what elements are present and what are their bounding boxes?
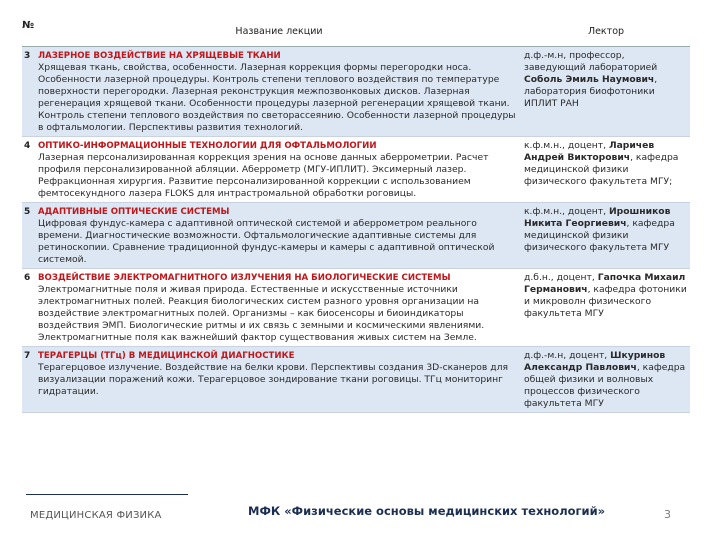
lecture-description: Лазерная персонализированная коррекция зрения на основе данных аберрометрии. Расчет профиля персонализированной абляции. Аберрометр (МГУ-ИПЛИТ). Эксимерный лазер. Рефракционная хирургия. Развитие персонализированной коррекции с использованием фемтосекундного лазера FLOKS для интрастромальной обработки роговицы. <box>38 152 489 199</box>
lector-affiliation: , кафедра фотоники и микроволн физического факультета МГУ <box>524 284 687 319</box>
lecture-description: Цифровая фундус-камера с адаптивной оптической системой и аберрометром реального времени. Диагностические возможности. Офтальмологические адаптивные системы для ретиноскопии. Сравнение традиционной фундус-камеры и камеры с адаптивной оптической системой. <box>38 218 495 265</box>
lector-title: к.ф.м.н., доцент, <box>524 140 609 151</box>
lector-cell <box>522 269 690 347</box>
lector-title: д.ф.-м.н, доцент, <box>524 350 611 361</box>
lecture-cell <box>36 137 522 203</box>
row-number: 7 <box>22 347 36 413</box>
page-number: 3 <box>664 508 671 521</box>
lector-title: к.ф.м.н., доцент, <box>524 206 609 217</box>
lecture-title: ЛАЗЕРНОЕ ВОЗДЕЙСТВИЕ НА ХРЯЩЕВЫЕ ТКАНИ <box>38 51 281 61</box>
lecture-title: ТЕРАГЕРЦЫ (ТГц) В МЕДИЦИНСКОЙ ДИАГНОСТИКЕ <box>38 351 295 361</box>
lector-title: д.б.н., доцент, <box>524 272 598 283</box>
lector-name: Соболь Эмиль Наумович <box>524 74 655 85</box>
lector-name: Ирошников Никита Георгиевич <box>524 206 671 229</box>
footer-department: МЕДИЦИНСКАЯ ФИЗИКА <box>30 510 162 521</box>
row-number: 4 <box>22 137 36 203</box>
table-body <box>22 47 690 413</box>
lecture-title: ВОЗДЕЙСТВИЕ ЭЛЕКТРОМАГНИТНОГО ИЗЛУЧЕНИЯ НА БИОЛОГИЧЕСКИЕ СИСТЕМЫ <box>38 273 451 283</box>
table-row <box>22 347 690 413</box>
footer-course-title: МФК «Физические основы медицинских технологий» <box>248 504 606 518</box>
table-row <box>22 203 690 269</box>
lecture-title: ОПТИКО-ИНФОРМАЦИОННЫЕ ТЕХНОЛОГИИ ДЛЯ ОФТАЛЬМОЛОГИИ <box>38 141 377 151</box>
lecture-description: Хрящевая ткань, свойства, особенности. Лазерная коррекция формы перегородки носа. Особенности лазерной процедуры. Контроль степени теплового воздействия по температуре поверхности перегородки. Лазерная реконструкция межпозвонковых дисков. Лазерная регенерация хрящевой ткани. Особенности процедуры лазерной регенерации хрящевой ткани. Контроль степени теплового воздействия по светорассеянию. Особенности лазерной процедуры в офтальмологии. Перспективы развития технологий. <box>38 62 516 133</box>
header-lecture-name: Название лекции <box>36 18 522 47</box>
lector-affiliation: , кафедра медицинской физики физического факультета МГУ <box>524 218 675 253</box>
header-number: № <box>22 18 36 47</box>
lecture-title: АДАПТИВНЫЕ ОПТИЧЕСКИЕ СИСТЕМЫ <box>38 207 230 217</box>
lector-name: Шкуринов Александр Павлович <box>524 350 666 373</box>
footer-divider <box>26 494 188 495</box>
lector-affiliation: , кафедра медицинской физики физического факультета МГУ; <box>524 152 679 187</box>
lector-cell <box>522 137 690 203</box>
lectures-table <box>22 18 690 413</box>
lector-cell <box>522 47 690 137</box>
lecture-cell <box>36 347 522 413</box>
header-lector: Лектор <box>522 18 690 47</box>
lector-cell <box>522 347 690 413</box>
lector-affiliation: , лаборатория биофотоники ИПЛИТ РАН <box>524 74 658 109</box>
table-header-row <box>22 18 690 47</box>
lecture-description: Электромагнитные поля и живая природа. Естественные и искусственные источники электромагнитных полей. Реакция биологических систем разного уровня организации на воздействие электромагнитных полей. Организмы – как биосенсоры и биоиндикаторы воздействия ЭМП. Биологические ритмы и их связь с земными и космическими явлениями. Электромагнитные поля как важнейший фактор существования живых систем на Земле. <box>38 284 485 343</box>
lector-title: д.ф.-м.н, профессор, заведующий лабораторией <box>524 50 658 73</box>
row-number: 3 <box>22 47 36 137</box>
table-row <box>22 137 690 203</box>
row-number: 6 <box>22 269 36 347</box>
lector-affiliation: , кафедра общей физики и волновых процессов физического факультета МГУ <box>524 362 686 409</box>
row-number: 5 <box>22 203 36 269</box>
table-row <box>22 269 690 347</box>
lecture-cell <box>36 269 522 347</box>
lecture-cell <box>36 47 522 137</box>
lector-name: Гапочка Михаил Германович <box>524 272 686 295</box>
lecture-description: Терагерцовое излучение. Воздействие на белки крови. Перспективы создания 3D-сканеров для визуализации поражений кожи. Терагерцовое зондирование ткани роговицы. ТГц мониторинг гидратации. <box>38 362 508 397</box>
lector-name: Ларичев Андрей Викторович <box>524 140 655 163</box>
lecture-cell <box>36 203 522 269</box>
lector-cell <box>522 203 690 269</box>
table-row <box>22 47 690 137</box>
